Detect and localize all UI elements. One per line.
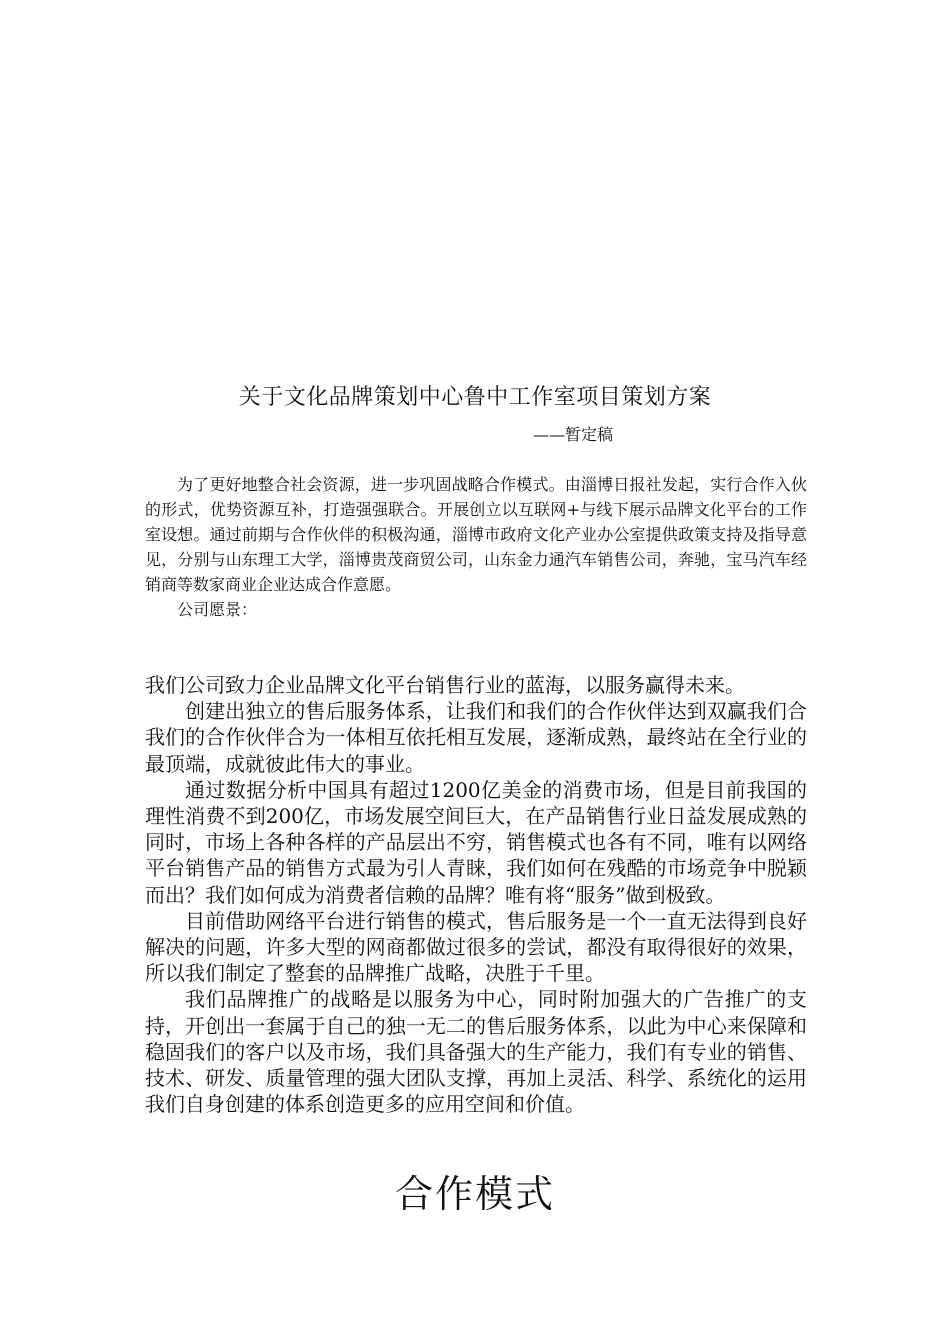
section-heading: 合作模式 bbox=[394, 1172, 555, 1216]
intro-section bbox=[145, 472, 807, 622]
vision-section bbox=[145, 672, 807, 1117]
document-title: 关于文化品牌策划中心鲁中工作室项目策划方案 bbox=[238, 385, 712, 410]
document-subtitle: ——暂定稿 bbox=[533, 425, 614, 444]
intro-paragraph: 为了更好地整合社会资源，进一步巩固战略合作模式。由淄博日报社发起，实行合作入伙的形式，优势资源互补，打造强强联合。开展创立以互联网+与线下展示品牌文化平台的工作室设想。通过前期与合作伙伴的积极沟通，淄博市政府文化产业办公室提供政策支持及指导意见，分别与山东理工大学，淄博贵茂商贸公司，山东金力通汽车销售公司，奔驰，宝马汽车经销商等数家商业企业达成合作意愿。 bbox=[145, 475, 807, 594]
vision-paragraph: 目前借助网络平台进行销售的模式，售后服务是一个一直无法得到良好解决的问题，许多大型的网商都做过很多的尝试，都没有取得很好的效果，所以我们制定了整套的品牌推广战略，决胜于千里。 bbox=[145, 908, 807, 986]
vision-paragraph: 创建出独立的售后服务体系，让我们和我们的合作伙伴达到双赢我们合我们的合作伙伴合为一体相互依托相互发展，逐渐成熟，最终站在全行业的最顶端，成就彼此伟大的事业。 bbox=[145, 699, 807, 776]
vision-lead: 我们公司致力企业品牌文化平台销售行业的蓝海，以服务赢得未来。 bbox=[145, 673, 745, 697]
vision-paragraph: 我们品牌推广的战略是以服务为中心，同时附加强大的广告推广的支持，开创出一套属于自己的独一无二的售后服务体系，以此为中心来保障和稳固我们的客户以及市场，我们具备强大的生产能力，我们有专业的销售、技术、研发、质量管理的强大团队支撑，再加上灵活、科学、系统化的运用我们自身创建的体系创造更多的应用空间和价值。 bbox=[145, 987, 807, 1117]
vision-label: 公司愿景： bbox=[177, 600, 258, 619]
vision-paragraph: 通过数据分析中国具有超过1200亿美金的消费市场，但是目前我国的理性消费不到200亿，市场发展空间巨大，在产品销售行业日益发展成熟的同时，市场上各种各样的产品层出不穷，销售模式也各有不同，唯有以网络平台销售产品的销售方式最为引人青睐，我们如何在残酷的市场竞争中脱颖而出？我们如何成为消费者信赖的品牌？唯有将“服务”做到极致。 bbox=[145, 777, 807, 907]
